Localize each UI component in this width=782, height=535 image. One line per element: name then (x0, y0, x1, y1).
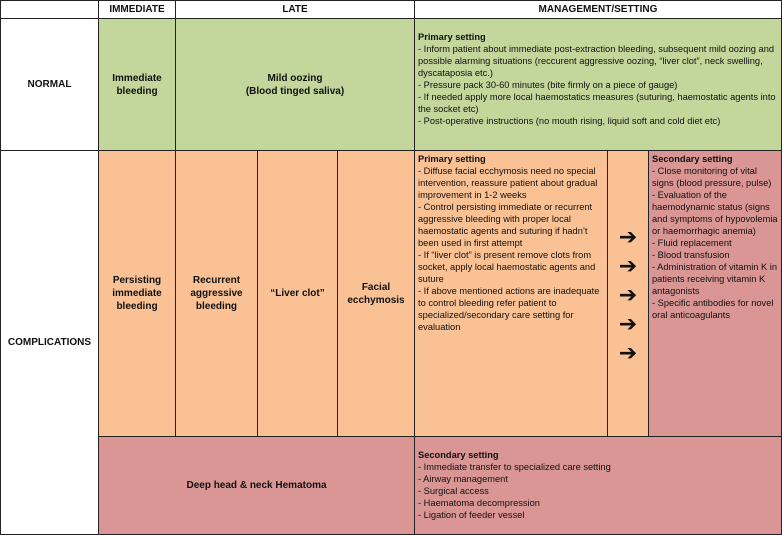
complications-immediate-cell: Persisting immediate bleeding (98, 150, 176, 437)
normal-management-cell (414, 18, 782, 151)
complications-secondary-item: - Blood transfusion (652, 250, 730, 260)
normal-management-item: - Post-operative instructions (no mouth rising, liquid soft and cold diet etc) (418, 116, 721, 126)
complications-liver-clot-cell: “Liver clot” (257, 150, 338, 437)
normal-late-cell: Mild oozing (Blood tinged saliva) (175, 18, 415, 151)
complications-recurrent-cell: Recurrent aggressive bleeding (175, 150, 258, 437)
arrow-right-icon: ➔ (618, 282, 638, 308)
arrow-right-icon: ➔ (618, 340, 638, 366)
complications-secondary-item: - Specific antibodies for novel oral anticoagulants (652, 298, 774, 320)
complications-primary-item: - Control persisting immediate or recurrent aggressive bleeding with proper local haemostatic agents and suturing if hadn’t been used in first attempt (418, 202, 593, 248)
hematoma-management-title: Secondary setting (418, 450, 499, 460)
complications-primary-item: - If above mentioned actions are inadequate to control bleeding refer patient to specialized/secondary care setting for evaluation (418, 286, 600, 332)
complications-primary-cell (414, 150, 608, 437)
header-immediate: IMMEDIATE (98, 0, 176, 19)
complications-secondary-item: - Evaluation of the haemodynamic status (signs and symptoms of hypovolemia or haemorrhagic anemia) (652, 190, 778, 236)
complications-primary-title: Primary setting (418, 154, 486, 164)
header-management: MANAGEMENT/SETTING (414, 0, 782, 19)
complications-secondary-item: - Administration of vitamin K in patients receiving vitamin K antagonists (652, 262, 778, 296)
hematoma-management-item: - Airway management (418, 474, 508, 484)
header-late: LATE (175, 0, 415, 19)
arrow-right-icon: ➔ (618, 224, 638, 250)
normal-management-item: - Pressure pack 30-60 minutes (bite firmly on a piece of gauge) (418, 80, 678, 90)
hematoma-management-item: - Immediate transfer to specialized care setting (418, 462, 611, 472)
normal-management-item: - Inform patient about immediate post-extraction bleeding, subsequent mild oozing and possible alarming situations (reccurent aggressive oozing, “liver clot”, neck swelling, dyscataposia etc.) (418, 44, 775, 78)
hematoma-cell: Deep head & neck Hematoma (98, 436, 415, 535)
normal-immediate-cell: Immediate bleeding (98, 18, 176, 151)
hematoma-management-item: - Surgical access (418, 486, 489, 496)
normal-management-title: Primary setting (418, 32, 486, 42)
row-label-normal: NORMAL (0, 18, 99, 151)
complications-secondary-cell (648, 150, 782, 437)
complications-primary-item: - Diffuse facial ecchymosis need no special intervention, reassure patient about gradual improvement in 1-2 weeks (418, 166, 598, 200)
row-label-complications: COMPLICATIONS (0, 150, 99, 535)
arrows-cell (607, 150, 649, 437)
hematoma-management-item: - Ligation of feeder vessel (418, 510, 525, 520)
header-blank (0, 0, 99, 19)
complications-secondary-item: - Close monitoring of vital signs (blood pressure, pulse) (652, 166, 772, 188)
hematoma-management-item: - Haematoma decompression (418, 498, 540, 508)
complications-secondary-title: Secondary setting (652, 154, 733, 164)
hematoma-management-cell (414, 436, 782, 535)
complications-ecchymosis-cell: Facial ecchymosis (337, 150, 415, 437)
complications-primary-item: - If “liver clot” is present remove clots from socket, apply local haemostatic agents and suture (418, 250, 596, 284)
complications-secondary-item: - Fluid replacement (652, 238, 732, 248)
arrow-right-icon: ➔ (618, 253, 638, 279)
normal-management-item: - If needed apply more local haemostatics measures (suturing, haemostatic agents into the socket etc) (418, 92, 776, 114)
arrow-right-icon: ➔ (618, 311, 638, 337)
